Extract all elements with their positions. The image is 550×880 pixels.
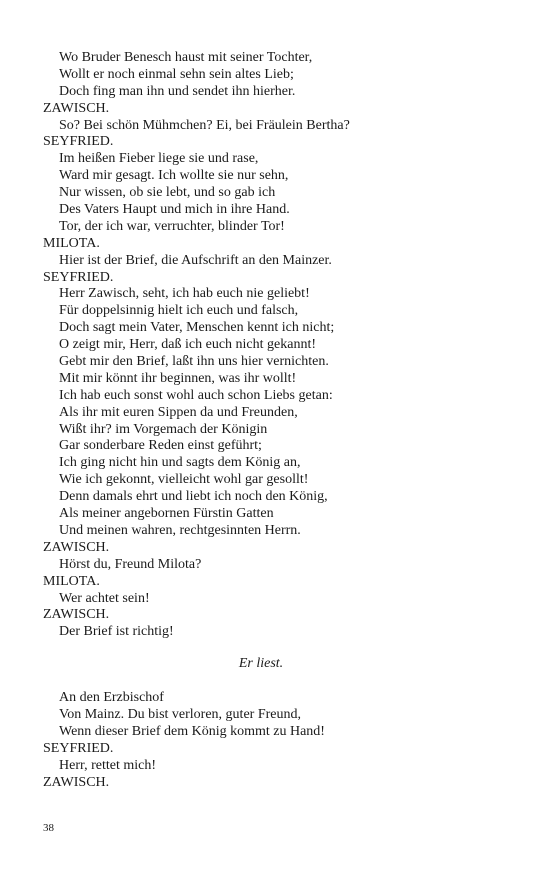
speaker-name: SEYFRIED. [43, 740, 114, 756]
verse-line: Und meinen wahren, rechtgesinnten Herrn. [59, 522, 301, 538]
verse-line: O zeigt mir, Herr, daß ich euch nicht gekannt! [59, 337, 317, 353]
speaker-name: ZAWISCH. [43, 774, 110, 790]
speaker-name: SEYFRIED. [43, 269, 114, 285]
verse-line: Gar sonderbare Reden einst geführt; [59, 438, 262, 454]
verse-line: Tor, der ich war, verruchter, blinder Tor! [59, 218, 285, 234]
verse-line: Als ihr mit euren Sippen da und Freunden, [59, 404, 298, 420]
verse-line: Nur wissen, ob sie lebt, und so gab ich [59, 185, 276, 201]
verse-line: Herr, rettet mich! [59, 757, 157, 773]
verse-line: Wer achtet sein! [59, 590, 150, 606]
speaker-name: ZAWISCH. [43, 539, 110, 555]
verse-line: Ich hab euch sonst wohl auch schon Liebs getan: [59, 387, 333, 403]
verse-line: Gebt mir den Brief, laßt ihn uns hier vernichten. [59, 354, 329, 370]
verse-line: Mit mir könnt ihr beginnen, was ihr wollt! [59, 370, 297, 386]
verse-line: Wo Bruder Benesch haust mit seiner Tochter, [59, 50, 313, 65]
verse-line: Für doppelsinnig hielt ich euch und falsch, [59, 303, 299, 319]
verse-line: Doch sagt mein Vater, Menschen kennt ich nicht; [59, 320, 335, 336]
verse-line: So? Bei schön Mühmchen? Ei, bei Fräulein Bertha? [59, 117, 350, 133]
drama-text [43, 50, 523, 791]
verse-line: Hier ist der Brief, die Aufschrift an den Mainzer. [59, 252, 332, 268]
verse-line: Wie ich gekonnt, vielleicht wohl gar gesollt! [59, 472, 309, 488]
verse-line: Wenn dieser Brief dem König kommt zu Hand! [59, 723, 325, 739]
verse-line: Im heißen Fieber liege sie und rase, [59, 151, 259, 167]
speaker-name: ZAWISCH. [43, 100, 110, 116]
verse-line: Der Brief ist richtig! [59, 624, 174, 640]
verse-line: Denn damals ehrt und liebt ich noch den König, [59, 489, 328, 505]
speaker-name: MILOTA. [43, 235, 100, 251]
stage-direction: Er liest. [238, 656, 284, 672]
verse-line: Wißt ihr? im Vorgemach der Königin [59, 421, 268, 437]
page-number: 38 [43, 822, 54, 834]
speaker-name: ZAWISCH. [43, 607, 110, 623]
verse-line: Von Mainz. Du bist verloren, guter Freund, [59, 706, 301, 722]
verse-line: Hörst du, Freund Milota? [59, 556, 202, 572]
verse-line: Als meiner angebornen Fürstin Gatten [59, 506, 274, 522]
verse-line: Ich ging nicht hin und sagts dem König an, [59, 455, 301, 471]
speaker-name: SEYFRIED. [43, 134, 114, 150]
verse-line: Des Vaters Haupt und mich in ihre Hand. [59, 202, 290, 218]
verse-line: Herr Zawisch, seht, ich hab euch nie geliebt! [59, 286, 310, 302]
verse-line: Doch fing man ihn und sendet ihn hierher. [59, 83, 296, 99]
verse-line: Ward mir gesagt. Ich wollte sie nur sehn, [59, 168, 289, 184]
speaker-name: MILOTA. [43, 573, 100, 589]
verse-line: Wollt er noch einmal sehn sein altes Lieb; [59, 66, 294, 82]
verse-line: An den Erzbischof [59, 690, 164, 706]
